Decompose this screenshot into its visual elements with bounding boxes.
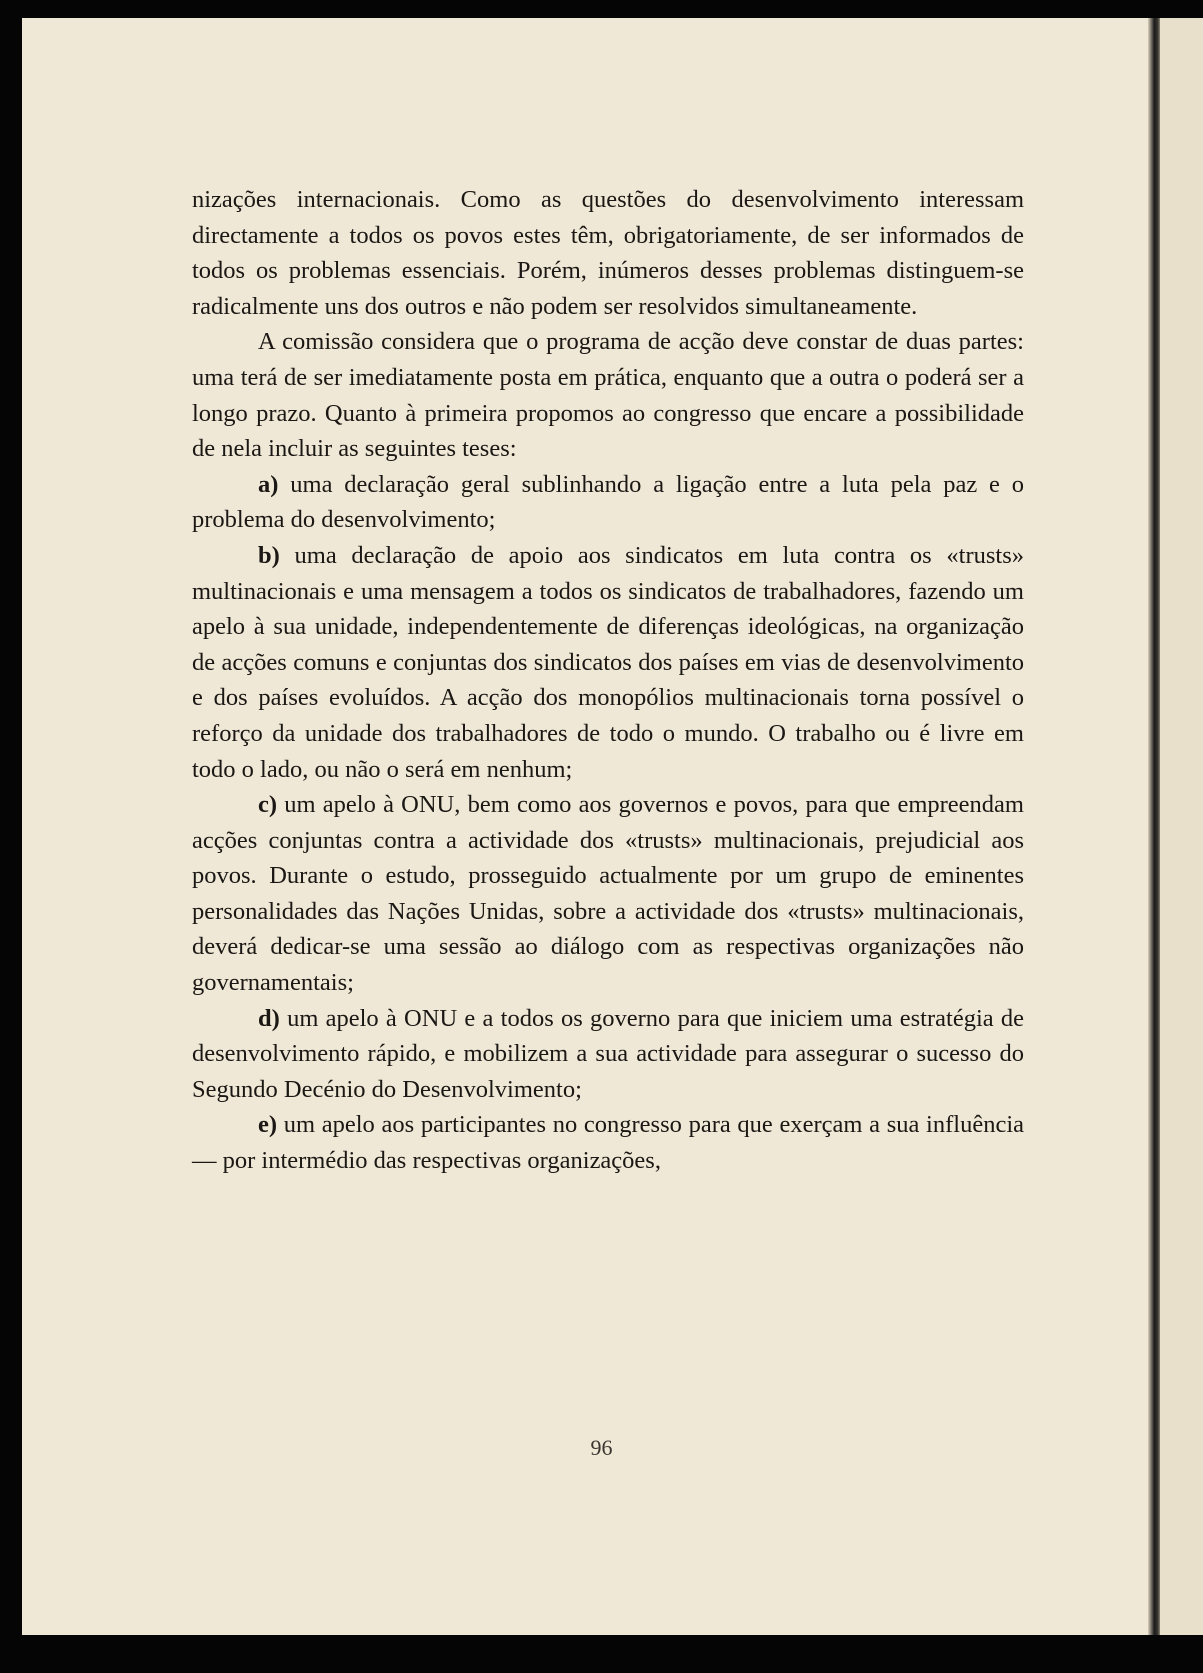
- list-item-c: [192, 787, 1024, 1001]
- list-item-d: [192, 1001, 1024, 1108]
- list-item-text: um apelo à ONU e a todos os governo para que iniciem uma estratégia de desenvolvimento rápido, e mobilizem a sua actividade para assegurar o sucesso do Segundo Decénio do Desenvolvimento;: [192, 1004, 1025, 1103]
- list-item-letter: e): [258, 1111, 278, 1139]
- list-item-a: [192, 467, 1024, 538]
- body-text: [192, 182, 1024, 1179]
- page-number: 96: [590, 1435, 613, 1460]
- list-item-letter: b): [258, 541, 280, 569]
- list-item-text: uma declaração de apoio aos sindicatos em luta contra os «trusts» multinacionais e uma mensagem a todos os sindicatos de trabalhadores, fazendo um apelo à sua unidade, independentemente de diferenças ideológicas, na organização de acções comuns e conjuntas dos sindicatos dos países em vias de desenvolvimento e dos países evoluídos. A acção dos monopólios multinacionais torna possível o reforço da unidade dos trabalhadores de todo o mundo. O trabalho ou é livre em todo o lado, ou não o será em nenhum;: [192, 541, 1024, 783]
- paragraph-text: nizações internacionais. Como as questões do desenvolvimento interessam directamente a todos os povos estes têm, obrigatoriamente, de ser informados de todos os problemas essenciais. Porém, inúmeros desses problemas distinguem-se radicalmente uns dos outros e não podem ser resolvidos simultaneamente.: [192, 186, 1024, 320]
- list-item-b: [192, 538, 1024, 787]
- list-item-e: [192, 1107, 1024, 1178]
- list-item-letter: c): [258, 791, 278, 819]
- list-item-text: uma declaração geral sublinhando a ligação entre a luta pela paz e o problema do desenvolvimento;: [192, 470, 1025, 534]
- paragraph-continuation: [192, 182, 1024, 324]
- list-item-letter: d): [258, 1004, 280, 1032]
- facing-page-edge: [1160, 18, 1203, 1635]
- paragraph-text: A comissão considera que o programa de acção deve constar de duas partes: uma terá de ser imediatamente posta em prática, enquanto que a outra o poderá ser a longo prazo. Quanto à primeira propomos ao congresso que encare a possibilidade de nela incluir as seguintes teses:: [192, 328, 1024, 463]
- list-item-text: um apelo à ONU, bem como aos governos e povos, para que empreendam acções conjuntas contra a actividade dos «trusts» multinacionais, prejudicial aos povos. Durante o estudo, prosseguido actualmente por um grupo de eminentes personalidades das Nações Unidas, sobre a actividade dos «trusts» multinacionais, deverá dedicar-se uma sessão ao diálogo com as respectivas organizações não governamentais;: [192, 791, 1024, 997]
- paragraph: [192, 324, 1024, 466]
- list-item-text: um apelo aos participantes no congresso para que exerçam a sua influência — por intermédio das respectivas organizações,: [192, 1111, 1024, 1175]
- list-item-letter: a): [258, 470, 279, 498]
